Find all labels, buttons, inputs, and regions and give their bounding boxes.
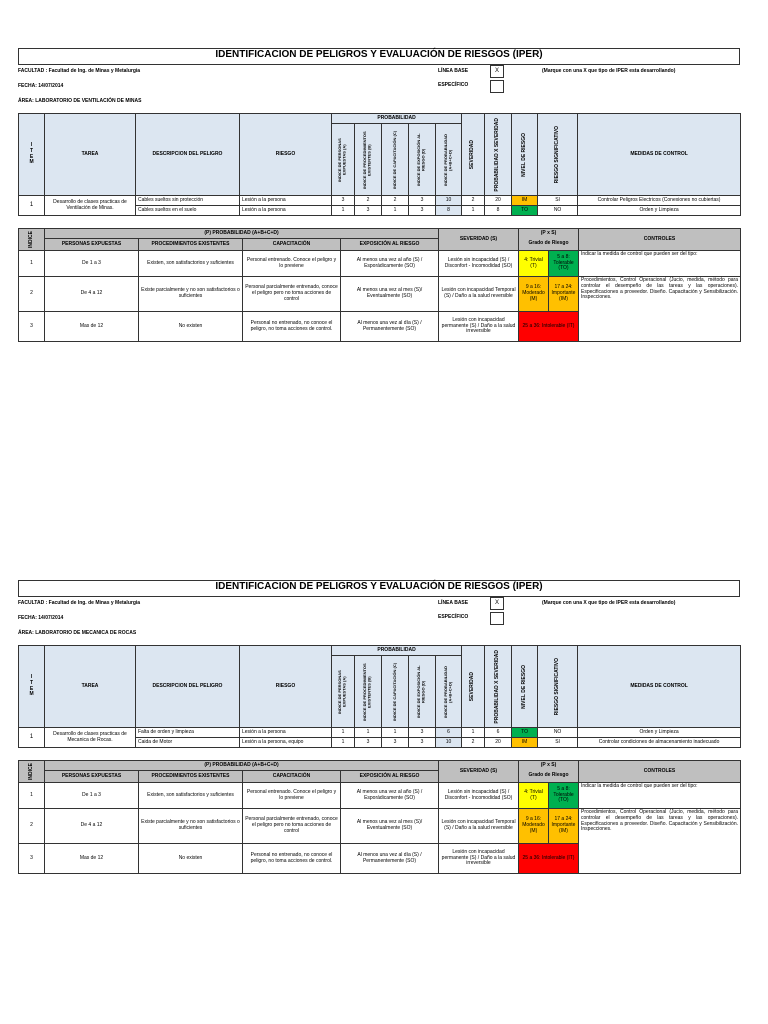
linea-base-label: LÍNEA BASE [438, 600, 469, 606]
severidad-header: SEVERIDAD [462, 114, 485, 196]
severidad-cell: 2 [462, 196, 485, 206]
idx-b-cell: 1 [355, 728, 382, 738]
significativo-cell: NO [538, 206, 578, 216]
legend-severidad-cell: Lesión con incapacidad permanente (S) / Daño a la salud irreversible [439, 312, 519, 342]
grado-importante-cell: 17 a 24: Importante (IM) [549, 277, 579, 312]
idx-prob-header: INDICE DE PROBABILIDAD (A+B+C+D) [436, 124, 462, 196]
legend-exposicion-cell: Al menos una vez al día (S) / Permanentemente (SO) [341, 312, 439, 342]
legend-severidad-cell: Lesión sin incapacidad (S) / Disconfort - Incomodidad (SO) [439, 251, 519, 277]
legend-indice-cell: 2 [19, 277, 45, 312]
idx-d-cell: 3 [409, 738, 436, 748]
legend-severidad-cell: Lesión con incapacidad Temporal (S) / Daño a la salud reversible [439, 809, 519, 844]
legend-severidad-header: SEVERIDAD (S) [439, 229, 519, 251]
legend-capacitacion-cell: Personal entrenado. Conoce el peligro y lo previene [243, 251, 341, 277]
grado-intolerable-cell: 25 a 36: Intolerable (IT) [519, 312, 579, 342]
idx-b-cell: 3 [355, 206, 382, 216]
nivel-header: NIVEL DE RIESGO [512, 114, 538, 196]
grado-header: Grado de Riesgo [519, 239, 579, 251]
item-cell: 1 [19, 728, 45, 748]
controles-header: CONTROLES [579, 229, 741, 251]
idx-d-cell: 3 [409, 206, 436, 216]
legend-capacitacion-cell: Personal no entrenado, no conoce el peligro, no toma acciones de control. [243, 844, 341, 874]
idx-c-cell: 1 [382, 206, 409, 216]
medidas-header: MEDIDAS DE CONTROL [578, 114, 741, 196]
tarea-cell: Desarrollo de clases practicas de Mecanica de Rocas. [45, 728, 136, 748]
idx-b-cell: 3 [355, 738, 382, 748]
fecha-label: FECHA: 14/07/2014 [18, 83, 64, 89]
iper-sheet [18, 580, 740, 874]
severidad-header: SEVERIDAD [462, 646, 485, 728]
item-header: I T E M [19, 114, 45, 196]
idx-expo-header: INDICE DE EXPOSICIÓN AL RIESGO (D) [409, 124, 436, 196]
legend-capacitacion-cell: Personal no entrenado, no conoce el peligro, no toma acciones de control. [243, 312, 341, 342]
controles-detail-cell: Procedimientos, Control Operacional (Jucio, medida, método para controlar el desempeño de las tareas y las operaciones). Especificaciones a proveedor. Diseño. Capacitación y Sensibilización. Inspecciones. [579, 277, 741, 342]
ps-cell: 20 [485, 738, 512, 748]
controles-header: CONTROLES [579, 761, 741, 783]
grado-trivial-cell: 4: Trivial (T) [519, 783, 549, 809]
peligro-cell: Falta de orden y limpieza [136, 728, 240, 738]
medida-cell: Controlar Peligros Electricos (Conexiones no cubiertas) [578, 196, 741, 206]
procedimientos-header: PROCEDIMIENTOS EXISTENTES [139, 771, 243, 783]
legend-procedimientos-cell: Existen, son satisfactorios y suficientes [139, 251, 243, 277]
idx-proc-header: INDICE DE PROCEDIMIENTOS EXISTENTES (B) [355, 124, 382, 196]
legend-personas-cell: De 1 a 3 [45, 783, 139, 809]
item-cell: 1 [19, 196, 45, 216]
legend-capacitacion-cell: Personal entrenado. Conoce el peligro y lo previene [243, 783, 341, 809]
severidad-cell: 1 [462, 206, 485, 216]
legend-exposicion-cell: Al menos una vez al día (S) / Permanentemente (SO) [341, 844, 439, 874]
pxs-header: (P x S) [519, 229, 579, 239]
especifico-label: ESPECÍFICO [438, 614, 469, 620]
peligro-cell: Cables sueltos en el suelo [136, 206, 240, 216]
riesgo-cell: Lesión a la persona [240, 728, 332, 738]
nivel-cell: IM [512, 196, 538, 206]
legend-personas-cell: Mas de 12 [45, 844, 139, 874]
legend-procedimientos-cell: No existen [139, 312, 243, 342]
instruction-text: (Marque con una X que tipo de IPER esta desarrollando) [542, 600, 676, 606]
riesgo-cell: Lesión a la persona, equipo [240, 738, 332, 748]
legend-indice-cell: 3 [19, 844, 45, 874]
ps-cell: 6 [485, 728, 512, 738]
riesgo-cell: Lesión a la persona [240, 206, 332, 216]
iper-table [18, 645, 741, 748]
tarea-header: TAREA [45, 646, 136, 728]
descripcion-header: DESCRIPCION DEL PELIGRO [136, 114, 240, 196]
legend-personas-cell: De 4 a 12 [45, 809, 139, 844]
capacitacion-header: CAPACITACIÓN [243, 771, 341, 783]
idx-cap-header: INDICE DE CAPACITACIÓN (C) [382, 124, 409, 196]
idx-personas-header: INDICE DE PERSONAS EXPUESTAS (A) [332, 124, 355, 196]
legend-personas-cell: De 4 a 12 [45, 277, 139, 312]
personas-header: PERSONAS EXPUESTAS [45, 239, 139, 251]
descripcion-header: DESCRIPCION DEL PELIGRO [136, 646, 240, 728]
idx-expo-header: INDICE DE EXPOSICIÓN AL RIESGO (D) [409, 656, 436, 728]
nivel-header: NIVEL DE RIESGO [512, 646, 538, 728]
legend-capacitacion-cell: Personal parcialmente entrenado, conoce el peligro pero no toma acciones de control [243, 277, 341, 312]
legend-capacitacion-cell: Personal parcialmente entrenado, conoce el peligro pero no toma acciones de control [243, 809, 341, 844]
capacitacion-header: CAPACITACIÓN [243, 239, 341, 251]
controles-intro-cell: Indicar la medida de control que pueden ser del tipo: [579, 783, 741, 809]
probabilidad-header: PROBABILIDAD [332, 646, 462, 656]
especifico-checkbox[interactable] [490, 80, 504, 93]
idx-p-cell: 8 [436, 206, 462, 216]
idx-a-cell: 1 [332, 206, 355, 216]
legend-exposicion-cell: Al menos una vez al año (S) / Esporádicamente (SO) [341, 251, 439, 277]
grado-trivial-cell: 4: Trivial (T) [519, 251, 549, 277]
prob-sev-header: PROBABILIDAD X SEVERIDAD [485, 114, 512, 196]
grado-tolerable-cell: 5 a 8: Tolerable (TO) [549, 783, 579, 809]
tarea-cell: Desarrollo de clases practicas de Ventilación de Minas. [45, 196, 136, 216]
personas-header: PERSONAS EXPUESTAS [45, 771, 139, 783]
severidad-cell: 2 [462, 738, 485, 748]
legend-severidad-cell: Lesión con incapacidad permanente (S) / Daño a la salud irreversible [439, 844, 519, 874]
legend-table [18, 228, 741, 342]
legend-indice-cell: 1 [19, 251, 45, 277]
idx-prob-header: INDICE DE PROBABILIDAD (A+B+C+D) [436, 656, 462, 728]
nivel-cell: TO [512, 206, 538, 216]
legend-severidad-cell: Lesión sin incapacidad (S) / Disconfort - Incomodidad (SO) [439, 783, 519, 809]
probabilidad-header: PROBABILIDAD [332, 114, 462, 124]
ps-cell: 8 [485, 206, 512, 216]
idx-c-cell: 2 [382, 196, 409, 206]
instruction-text: (Marque con una X que tipo de IPER esta desarrollando) [542, 68, 676, 74]
iper-sheet [18, 48, 740, 342]
legend-table [18, 760, 741, 874]
significativo-cell: NO [538, 728, 578, 738]
riesgo-header: RIESGO [240, 114, 332, 196]
idx-p-cell: 10 [436, 738, 462, 748]
significativo-cell: SI [538, 738, 578, 748]
riesgo-header: RIESGO [240, 646, 332, 728]
legend-indice-cell: 2 [19, 809, 45, 844]
idx-c-cell: 3 [382, 738, 409, 748]
sheet-meta [18, 65, 740, 113]
grado-header: Grado de Riesgo [519, 771, 579, 783]
legend-personas-cell: Mas de 12 [45, 312, 139, 342]
prob-formula-header: (P) PROBABILIDAD (A+B+C+D) [45, 229, 439, 239]
exposicion-header: EXPOSICIÓN AL RIESGO [341, 239, 439, 251]
pxs-header: (P x S) [519, 761, 579, 771]
nivel-cell: IM [512, 738, 538, 748]
riesgo-cell: Lesión a la persona [240, 196, 332, 206]
ps-cell: 20 [485, 196, 512, 206]
prob-formula-header: (P) PROBABILIDAD (A+B+C+D) [45, 761, 439, 771]
medida-cell: Orden y Limpieza [578, 728, 741, 738]
grado-moderado-cell: 9 a 16: Moderado (M) [519, 809, 549, 844]
area-label: ÁREA: LABORATORIO DE VENTILACIÓN DE MINAS [18, 98, 142, 104]
item-header: I T E M [19, 646, 45, 728]
especifico-checkbox[interactable] [490, 612, 504, 625]
significativo-header: RIESGO SIGNIFICATIVO [538, 646, 578, 728]
legend-exposicion-cell: Al menos una vez al mes (S)/ Eventualmente (SO) [341, 277, 439, 312]
tarea-header: TAREA [45, 114, 136, 196]
significativo-header: RIESGO SIGNIFICATIVO [538, 114, 578, 196]
idx-cap-header: INDICE DE CAPACITACIÓN (C) [382, 656, 409, 728]
facultad-label: FACULTAD : Facultad de Ing. de Minas y Metalurgia [18, 600, 141, 606]
legend-severidad-cell: Lesión con incapacidad Temporal (S) / Daño a la salud reversible [439, 277, 519, 312]
grado-tolerable-cell: 5 a 8: Tolerable (TO) [549, 251, 579, 277]
area-label: ÁREA: LABORATORIO DE MECANICA DE ROCAS [18, 630, 137, 636]
legend-exposicion-cell: Al menos una vez al año (S) / Esporádicamente (SO) [341, 783, 439, 809]
legend-indice-cell: 1 [19, 783, 45, 809]
procedimientos-header: PROCEDIMIENTOS EXISTENTES [139, 239, 243, 251]
controles-detail-cell: Procedimientos, Control Operacional (Jucio, medida, método para controlar el desempeño de las tareas y las operaciones). Especificaciones a proveedor. Diseño. Capacitación y Sensibilización. Inspecciones. [579, 809, 741, 874]
fecha-label: FECHA: 14/07/2014 [18, 615, 64, 621]
idx-b-cell: 2 [355, 196, 382, 206]
prob-sev-header: PROBABILIDAD X SEVERIDAD [485, 646, 512, 728]
medida-cell: Orden y Limpieza [578, 206, 741, 216]
grado-intolerable-cell: 25 a 36: Intolerable (IT) [519, 844, 579, 874]
peligro-cell: Caida de Motor [136, 738, 240, 748]
indice-header: INDICE [19, 229, 45, 251]
legend-procedimientos-cell: Existe parcialmente y no son satisfactorios o suficientes [139, 809, 243, 844]
idx-d-cell: 3 [409, 196, 436, 206]
iper-table [18, 113, 741, 216]
controles-intro-cell: Indicar la medida de control que pueden ser del tipo: [579, 251, 741, 277]
legend-procedimientos-cell: Existe parcialmente y no son satisfactorios o suficientes [139, 277, 243, 312]
idx-c-cell: 1 [382, 728, 409, 738]
severidad-cell: 1 [462, 728, 485, 738]
idx-d-cell: 3 [409, 728, 436, 738]
idx-p-cell: 10 [436, 196, 462, 206]
idx-personas-header: INDICE DE PERSONAS EXPUESTAS (A) [332, 656, 355, 728]
idx-a-cell: 3 [332, 196, 355, 206]
significativo-cell: SI [538, 196, 578, 206]
medida-cell: Controlar condiciones de almacenamiento inadecuado [578, 738, 741, 748]
legend-severidad-header: SEVERIDAD (S) [439, 761, 519, 783]
indice-header: INDICE [19, 761, 45, 783]
peligro-cell: Cables sueltos sin protección [136, 196, 240, 206]
sheet-title: IDENTIFICACION DE PELIGROS Y EVALUACIÓN DE RIESGOS (IPER) [18, 580, 740, 597]
legend-indice-cell: 3 [19, 312, 45, 342]
sheet-title: IDENTIFICACION DE PELIGROS Y EVALUACIÓN DE RIESGOS (IPER) [18, 48, 740, 65]
idx-a-cell: 1 [332, 728, 355, 738]
linea-base-label: LÍNEA BASE [438, 68, 469, 74]
medidas-header: MEDIDAS DE CONTROL [578, 646, 741, 728]
exposicion-header: EXPOSICIÓN AL RIESGO [341, 771, 439, 783]
legend-exposicion-cell: Al menos una vez al mes (S)/ Eventualmente (SO) [341, 809, 439, 844]
facultad-label: FACULTAD : Facultad de Ing. de Minas y Metalurgia [18, 68, 141, 74]
legend-procedimientos-cell: No existen [139, 844, 243, 874]
idx-a-cell: 1 [332, 738, 355, 748]
especifico-label: ESPECÍFICO [438, 82, 469, 88]
legend-procedimientos-cell: Existen, son satisfactorios y suficientes [139, 783, 243, 809]
idx-proc-header: INDICE DE PROCEDIMIENTOS EXISTENTES (B) [355, 656, 382, 728]
linea-base-checkbox[interactable]: X [490, 65, 504, 78]
sheet-meta [18, 597, 740, 645]
linea-base-checkbox[interactable]: X [490, 597, 504, 610]
grado-importante-cell: 17 a 24: Importante (IM) [549, 809, 579, 844]
legend-personas-cell: De 1 a 3 [45, 251, 139, 277]
grado-moderado-cell: 9 a 16: Moderado (M) [519, 277, 549, 312]
idx-p-cell: 6 [436, 728, 462, 738]
nivel-cell: TO [512, 728, 538, 738]
